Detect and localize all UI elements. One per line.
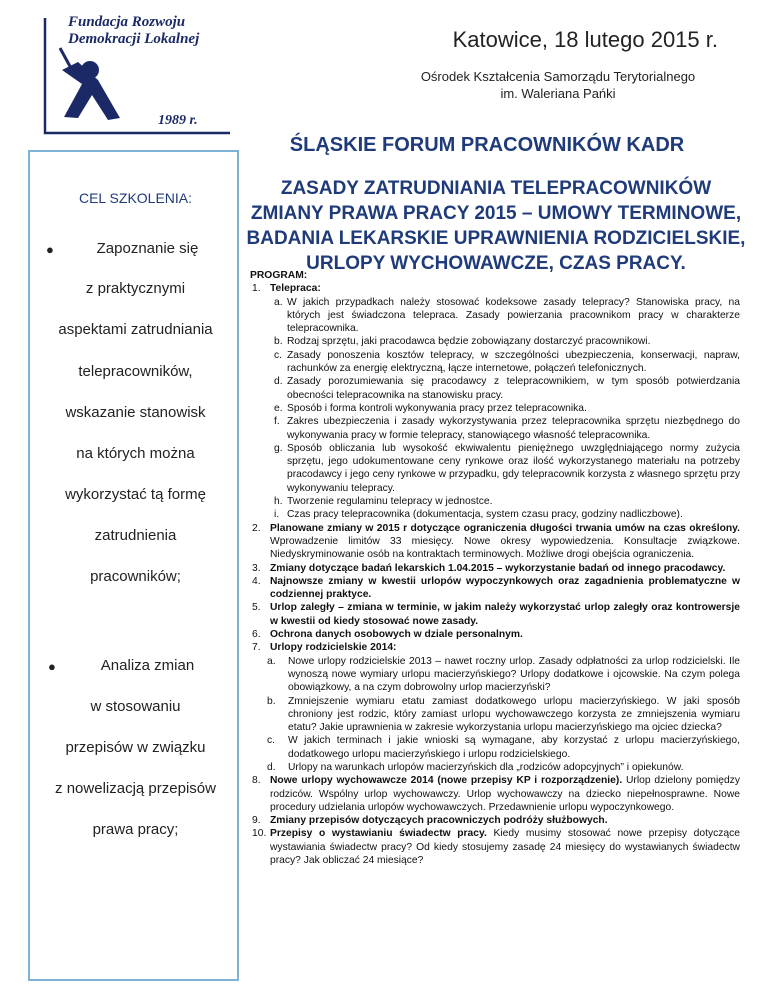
program-item (250, 562, 740, 575)
subitem-text: Rodzaj sprzętu, jaki pracodawca będzie zobowiązany dostarczyć pracownikowi. (287, 336, 651, 348)
subitem-text: Zmniejszenie wymiaru etatu zamiast dodatkowego urlopu macierzyńskiego. W jaki sposób chroniony jest rodzic, który zamiast urlopu wychowawczego korzysta ze zmniejszenia wymiaru etatu? Jakie uprawnienia w zakresie wykorzystania urlopu macierzyńskiego ma ojciec dziecka? (288, 695, 740, 734)
logo-foundation-name (68, 14, 243, 48)
goal1-line: z praktycznymi (85, 280, 186, 297)
program-section (250, 269, 740, 867)
item-title: Telepraca: (270, 283, 321, 295)
subitem-letter: d. (274, 376, 283, 388)
subitem-text: W jakich przypadkach należy stosować kodeksowe zasady telepracy? Stanowiska pracy, na których jest świadczona telepraca. Zasady powierzania pracownikom pracy w charakterze telepracownika. (287, 296, 740, 335)
subitem-letter: d. (267, 761, 276, 773)
organizer (398, 68, 718, 102)
program-item (250, 522, 740, 562)
subitem-letter: b. (274, 336, 283, 348)
document-date: Katowice, 18 lutego 2015 r. (452, 27, 718, 52)
item-number: 2. (252, 522, 261, 534)
subitem-text: Czas pracy telepracownika (dokumentacja, system czasu pracy, godziny nadliczbowe). (287, 509, 683, 521)
bullet-icon: ● (48, 659, 56, 674)
program-subitem (250, 734, 740, 761)
subitem-letter: e. (274, 402, 283, 414)
title-line3: BADANIA LEKARSKIE UPRAWNIENIA RODZICIELSKIE, (246, 228, 746, 249)
item-number: 1. (252, 283, 261, 295)
program-item (250, 601, 740, 628)
subitem-text: Zakres ubezpieczenia i zasady wykorzystywania przez telepracownika sprzętu niezbędnego do wykonywania pracy w formie telepracy, stanowiącego własność telepracownika. (287, 416, 740, 441)
goal1-line: wskazanie stanowisk (65, 404, 206, 421)
program-item (250, 575, 740, 602)
program-item (250, 282, 740, 295)
title-line2: ZMIANY PRAWA PRACY 2015 – UMOWY TERMINOWE, (250, 203, 742, 224)
program-subitem (250, 349, 740, 376)
item-text: Wprowadzenie limitów 33 miesięcy. Nowe okresy wypowiedzenia. Konsultacje związkowe. Niedyskryminowanie osób na kontraktach terminowych. Możliwe drogi obejścia ograniczenia. (270, 535, 740, 561)
subitem-letter: c. (274, 349, 283, 361)
item-number: 5. (252, 602, 261, 614)
item-number: 7. (252, 642, 261, 654)
goal2-line: przepisów w związku (65, 739, 206, 756)
program-subitem (250, 761, 740, 774)
subitem-letter: a. (267, 655, 276, 667)
logo-figure-arm (60, 48, 72, 70)
item-number: 4. (252, 575, 261, 587)
goal1-line: telepracowników, (78, 363, 193, 380)
program-item (250, 814, 740, 827)
subitem-text: Sposób obliczania lub wysokość ekwiwalentu pieniężnego uwzględniającego normy zużycia sprzętu, jego udokumentowane ceny rynkowe oraz ilość wykorzystanego materiału na potrzeby pracodawcy i jego ceny rynkowe w przypadku, gdy telepracownik korzysta z własnego sprzętu przy wykonywaniu telepracy. (287, 442, 740, 494)
item-title: Urlop zaległy – zmiana w terminie, w jakim należy wykorzystać urlop zaległy oraz kontrowersje w kwestii od kiedy stosować nowe zasady. (270, 602, 740, 627)
subitem-letter: i. (274, 509, 280, 521)
organizer-line1: Ośrodek Kształcenia Samorządu Terytorialnego (420, 69, 696, 84)
program-subitem (250, 495, 740, 508)
program-subitem (250, 335, 740, 348)
subitem-text: Sposób i forma kontroli wykonywania pracy przez telepracownika. (287, 402, 587, 414)
item-title: Urlopy rodzicielskie 2014: (270, 642, 397, 654)
goal2-line: w stosowaniu (90, 698, 181, 715)
goal1-line: Zapoznanie się (96, 240, 199, 257)
program-item (250, 774, 740, 814)
program-subitem (250, 296, 740, 336)
subitem-letter: g. (274, 442, 283, 454)
subitem-text: Nowe urlopy rodzicielskie 2013 – nawet roczny urlop. Zasady odpłatności za urlop rodzicielski. Ile wynoszą nowe wymiary urlopu macierzyńskiego? Urlopy dodatkowe i ojcowskie. Na czym polega obowiązkowy, a na czym dobrowolny urlop macierzyński? (288, 655, 740, 694)
program-item (250, 628, 740, 641)
item-title: Ochrona danych osobowych w dziale personalnym. (270, 629, 523, 641)
program-item (250, 827, 740, 867)
goal1-line: pracowników; (90, 568, 181, 585)
program-subitem (250, 655, 740, 695)
program-subitem (250, 375, 740, 402)
organizer-line2: im. Waleriana Pańki (500, 86, 616, 101)
sidebar-title: CEL SZKOLENIA: (78, 190, 193, 206)
goal2-line: Analiza zmian (100, 657, 195, 674)
title-line4: URLOPY WYCHOWAWCZE, CZAS PRACY. (306, 253, 686, 274)
item-number: 10. (252, 828, 267, 840)
program-item (250, 641, 740, 654)
subitem-text: Zasady porozumiewania się pracodawcy z telepracownikiem, w tym sposób potwierdzania obecności telepracownika na stanowisku pracy. (287, 376, 740, 401)
item-title: Zmiany dotyczące badań lekarskich 1.04.2015 – wykorzystanie badań od innego pracodawcy. (270, 562, 726, 574)
goal2-line: z nowelizacją przepisów (55, 780, 216, 797)
subitem-letter: h. (274, 496, 283, 508)
subitem-text: W jakich terminach i jakie wnioski są wymagane, aby korzystać z urlopu macierzyńskiego, dodatkowego urlopu macierzyńskiego i urlopu rodzicielskiego. (288, 735, 740, 760)
goal2-line: prawa pracy; (92, 821, 179, 838)
item-title: Przepisy o wystawianiu świadectw pracy. (270, 828, 487, 840)
logo-name-line1: Fundacja Rozwoju (68, 14, 186, 30)
subitem-letter: c. (267, 735, 276, 747)
program-subitem (250, 402, 740, 415)
training-goal-sidebar (28, 150, 239, 981)
goal1-line: aspektami zatrudniania (58, 321, 213, 338)
item-title: Planowane zmiany w 2015 r dotyczące ograniczenia długości trwania umów na czas określony. (270, 522, 740, 534)
goal1-line: zatrudnienia (94, 527, 177, 544)
logo-frame-line (45, 40, 230, 133)
program-subitem (250, 442, 740, 495)
item-number: 9. (252, 815, 261, 827)
program-subitem (250, 695, 740, 735)
title-line1: ZASADY ZATRUDNIANIA TELEPRACOWNIKÓW (280, 178, 712, 199)
subitem-text: Tworzenie regulaminu telepracy w jednostce. (287, 496, 493, 508)
item-number: 3. (252, 562, 261, 574)
item-text: Urlop dzielony pomiędzy rodziców. Wspólny urlop wychowawczy. Urlop wychowawczy na dziecko niepełnosprawne. Nowe procedury udzielania urlopów wychowawczych. Przedawnienie urlopu wypoczynkowego. (270, 775, 740, 813)
subitem-letter: b. (267, 695, 276, 707)
item-text: Kiedy musimy stosować nowe przepisy dotyczące wystawiania świadectw pracy? Od kiedy stosujemy zasadę 24 miesięcy do wystawianych świadectw pracy? Jak obliczać 24 miesiące? (270, 828, 740, 867)
item-title: Zmiany przepisów dotyczących pracowniczych podróży służbowych. (270, 815, 608, 827)
program-heading: PROGRAM: (250, 270, 308, 281)
item-title: Nowe urlopy wychowawcze 2014 (nowe przepisy KP i rozporządzenie). (270, 775, 623, 787)
subitem-letter: a. (274, 296, 283, 308)
program-subitem (250, 415, 740, 442)
logo-year: 1989 r. (158, 113, 198, 128)
subitem-text: Zasady ponoszenia kosztów telepracy, w szczególności ubezpieczenia, konserwacji, napraw, rachunków za energię elektryczną, łącze internetowe, połączeń telefonicznych. (287, 349, 740, 375)
logo-name-line2: Demokracji Lokalnej (68, 31, 200, 47)
forum-title: ŚLĄSKIE FORUM PRACOWNIKÓW KADR (289, 134, 685, 156)
item-number: 6. (252, 629, 261, 641)
program-subitem (250, 508, 740, 521)
subitem-text: Urlopy na warunkach urlopów macierzyńskich dla „rodziców adopcyjnych” i opiekunów. (288, 761, 684, 773)
goal1-line: wykorzystać tą formę (65, 486, 206, 503)
subitem-letter: f. (274, 416, 280, 428)
bullet-icon: ● (46, 242, 54, 257)
item-number: 8. (252, 775, 261, 787)
goal1-line: na których można (76, 445, 195, 462)
training-title (246, 176, 746, 276)
item-title: Najnowsze zmiany w kwestii urlopów wypoczynkowych oraz zagadnienia problematyczne w codziennej praktyce. (270, 575, 740, 601)
